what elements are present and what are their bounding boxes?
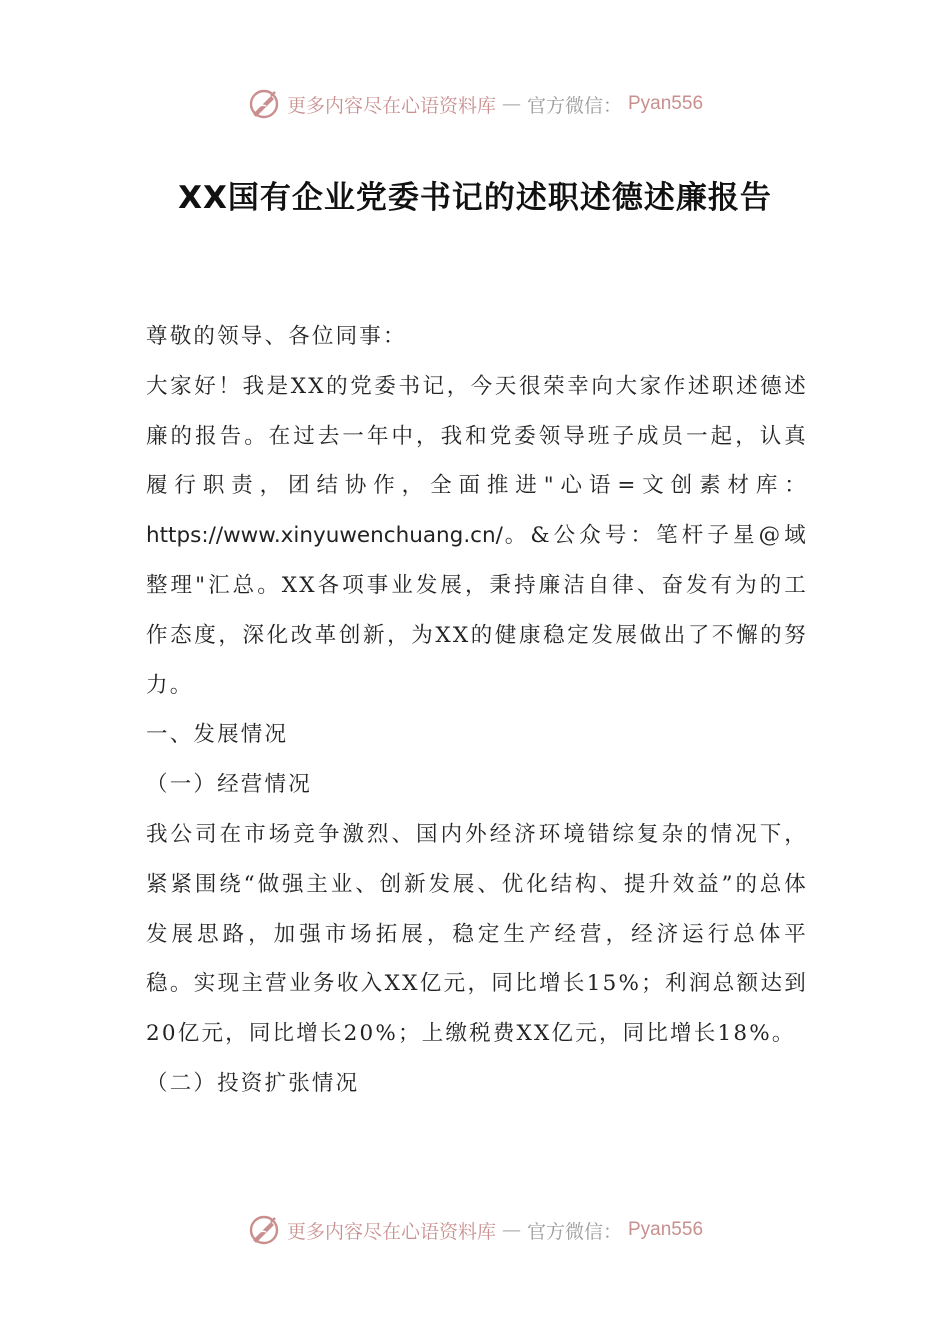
watermark-label: 官方微信： <box>526 94 622 117</box>
salutation: 尊敬的领导、各位同事： <box>146 324 407 349</box>
watermark-id: Pyan556 <box>628 1219 704 1240</box>
operations-paragraph: 我公司在市场竞争激烈、国内外经济环境错综复杂的情况下，紧紧围绕“做强主业、创新发展、优化结构、提升效益”的总体发展思路，加强市场拓展，稳定生产经营，经济运行总体平稳。实现主营业务收入XX亿元，同比增长15%；利润总额达到20亿元，同比增长20%；上缴税费XX亿元，同比增长18%。 <box>146 821 808 1047</box>
pen-logo-icon <box>247 1213 281 1247</box>
subsection-heading-2: （二）投资扩张情况 <box>146 1070 360 1096</box>
intro-text-b: 。&公众号：笔杆子星@域整理"汇总。XX各项事业发展，秉持廉洁自律、奋发有为的工作态度，深化改革创新，为XX的健康稳定发展做出了不懈的努力。 <box>146 523 808 698</box>
watermark-label: 官方微信： <box>526 1220 622 1243</box>
intro-text-a: 大家好！我是XX的党委书记，今天很荣幸向大家作述职述德述廉的报告。在过去一年中，我和党委领导班子成员一起，认真履行职责，团结协作，全面推进"心语=文创素材库： <box>146 373 808 499</box>
section-heading-1: 一、发展情况 <box>146 722 289 748</box>
watermark-brand: 更多内容尽在心语资料库 <box>286 94 496 117</box>
watermark-id: Pyan556 <box>628 93 704 114</box>
document-body <box>146 312 808 1109</box>
header-watermark <box>0 84 950 124</box>
watermark-separator: — <box>501 1219 521 1241</box>
subsection-heading-1: （一）经营情况 <box>146 772 312 798</box>
intro-url: https://www.xinyuwenchuang.cn/ <box>146 523 503 549</box>
pen-logo-icon <box>247 87 281 121</box>
document-title: XX国有企业党委书记的述职述德述廉报告 <box>178 180 772 216</box>
watermark-brand: 更多内容尽在心语资料库 <box>286 1220 496 1243</box>
intro-paragraph <box>146 362 808 711</box>
footer-watermark <box>0 1210 950 1250</box>
watermark-separator: — <box>501 93 521 115</box>
